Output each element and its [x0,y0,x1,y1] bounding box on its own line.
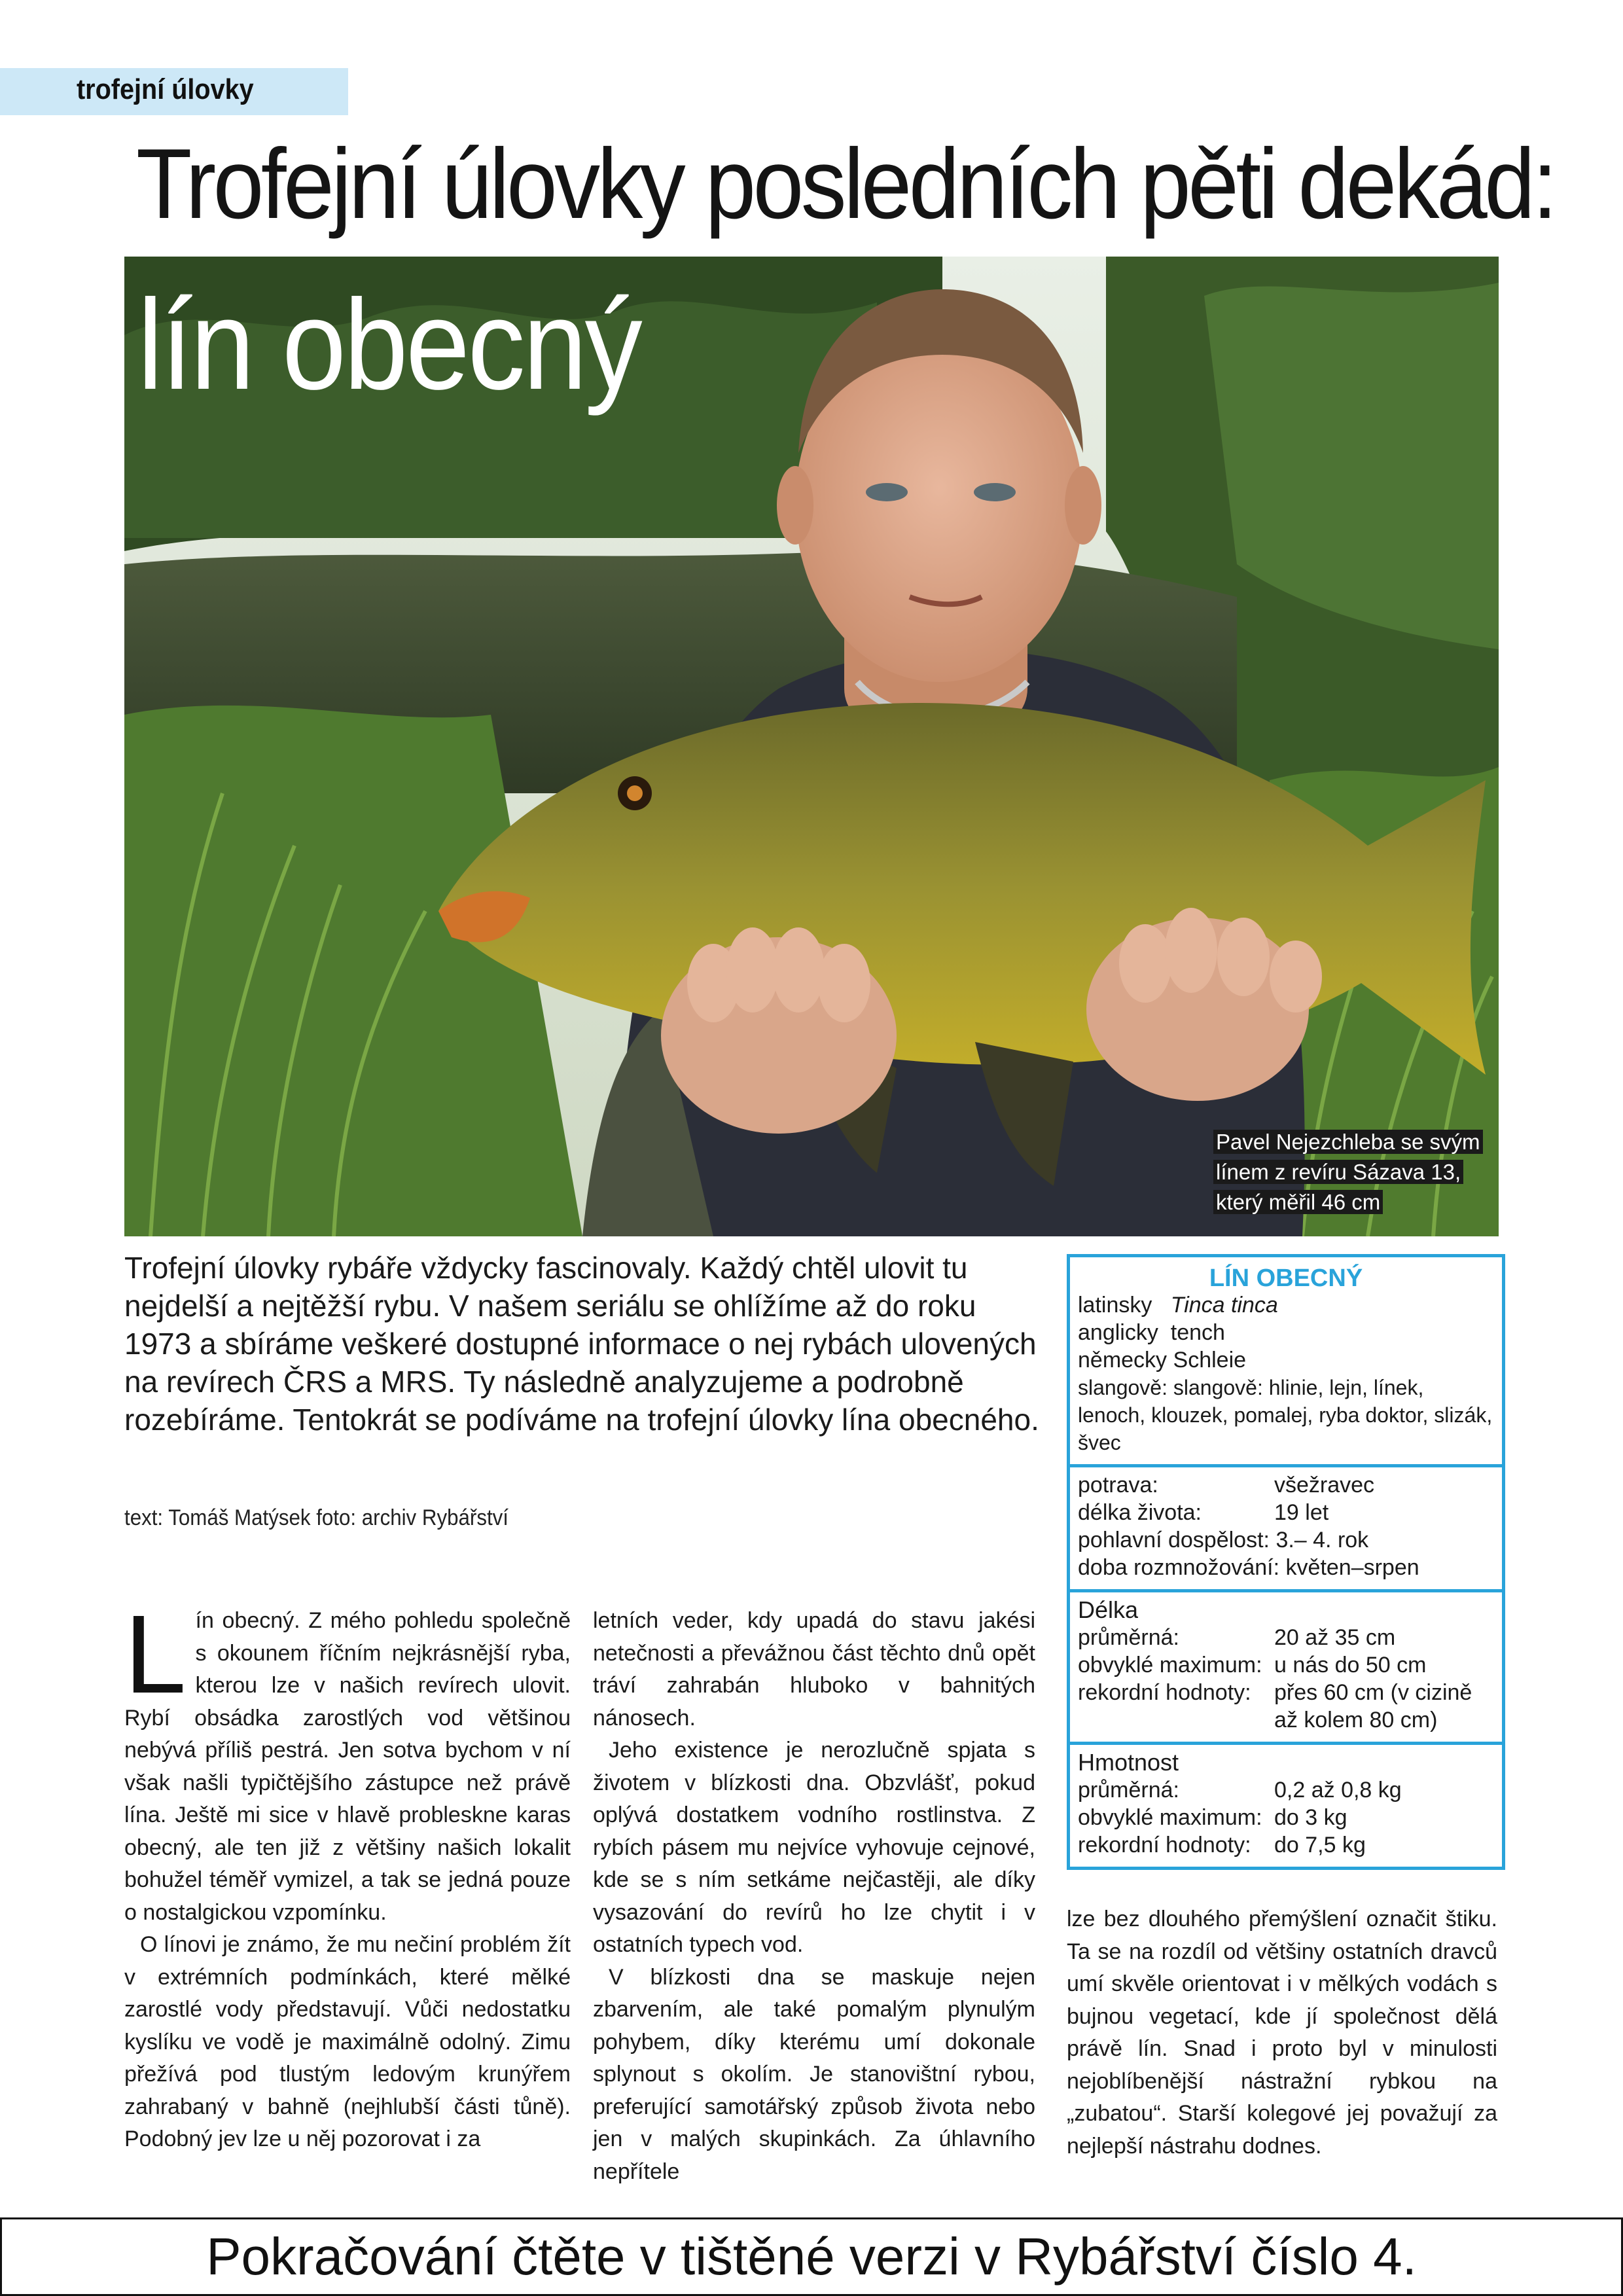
weight-value: do 3 kg [1274,1805,1347,1830]
bio-value: 19 let [1274,1500,1329,1525]
drop-cap: L [124,1592,187,1717]
infobox-weight [1070,1742,1502,1867]
length-label: rekordní hodnoty: [1078,1680,1251,1705]
length-heading: Délka [1078,1596,1139,1623]
article-column-1 [124,1592,571,2156]
weight-label: rekordní hodnoty: [1078,1833,1251,1857]
photo-caption [1213,1127,1488,1217]
caption-line: línem z revíru Sázava 13, [1213,1160,1463,1184]
infobox-biology [1070,1464,1502,1589]
latin-name: Tinca tinca [1170,1293,1278,1318]
article-paragraph: O línovi je známo, že mu nečiní problém žít v extrémních podmínkách, které mělké zarostlé vody představují. Vůči nedostatku kyslíku ve vodě je maximálně odolný. Zimu přežívá pod tlustým ledovým krunýřem zahrabaný v bahně (nejhlubší části tůně). Podobný jev lze u něj pozorovat i za [124,1932,571,2151]
lead-paragraph: Trofejní úlovky rybáře vždycky fascinovaly. Každý chtěl ulovit tu nejdelší a nejtěžší rybu. V našem seriálu se ohlížíme až do roku 1973 a sbíráme veškeré dostupné informace o nej rybách ulovených na revírech ČRS a MRS. Ty následně analyzujeme a podrobně rozebíráme. Tentokrát se podíváme na trofejní úlovky lína obecného. [124,1251,1039,1437]
length-value: přes 60 cm (v cizině až kolem 80 cm) [1274,1680,1472,1732]
paragraph-text: ín obecný. Z mého pohledu společně s okounem říčním nejkrásnější ryba, kterou lze v našich revírech ulovit. Rybí obsádka zarostlých vod většinou nebývá příliš pestrá. Jen sotva bychom v ní však našli typičtějšího zástupce než právě lína. Ještě mi sice v hlavě probleskne karas obecný, ale ten již z většiny našich lokalit bohužel téměř vymizel, a tak se jedná pouze o nostalgickou vzpomínku. [124,1608,571,1925]
latin-label: latinsky [1078,1293,1152,1318]
caption-line: který měřil 46 cm [1213,1190,1383,1214]
length-label: obvyklé maximum: [1078,1653,1262,1677]
headline: Trofejní úlovky posledních pěti dekád: [136,128,1555,240]
bio-value: 3.– 4. rok [1275,1528,1369,1552]
german-name: Schleie [1173,1348,1247,1372]
continuation-banner [0,2217,1623,2296]
article-column-2 [593,1605,1035,2188]
bio-label: délka života: [1078,1500,1202,1525]
article-paragraph: Jeho existence je nerozlučně spjata s životem v blízkosti dna. Obzvlášť, pokud oplývá dostatkem vodního rostlinstva. Z rybích pásem mu nejvíce vyhovuje cejnové, kde se s ním setkáme nejčastěji, ale díky vysazování do revírů ho lze chytit i v ostatních typech vod. [593,1738,1035,1957]
length-value: 20 až 35 cm [1274,1625,1396,1650]
length-label: průměrná: [1078,1625,1179,1650]
photo-title: lín obecný [137,273,641,416]
infobox-length [1070,1589,1502,1742]
continuation-text: Pokračování čtěte v tištěné verzi v Rybářství číslo 4. [206,2227,1417,2286]
bio-label: potrava: [1078,1473,1158,1498]
bio-label: pohlavní dospělost: [1078,1528,1270,1552]
article-paragraph: letních veder, kdy upadá do stavu jakési netečnosti a převážnou část těchto dnů opět tráví zahrabán hluboko v bahnitých nánosech. [593,1608,1035,1731]
weight-label: průměrná: [1078,1778,1179,1803]
species-infobox [1067,1254,1505,1870]
weight-heading: Hmotnost [1078,1749,1179,1776]
german-label: německy [1078,1348,1168,1372]
article-paragraph: lze bez dlouhého přemýšlení označit štiku. Ta se na rozdíl od většiny ostatních dravců umí skvěle orientovat i v mělkých vodách s bujnou vegetací, kde jí společnost dělá právě lín. Snad i proto byl v minulosti nejoblíbenější nástražní rybkou na „zubatou“. Starší kolegové jej považují za nejlepší nástrahu dodnes. [1067,1907,1497,2159]
author-credit: text: Tomáš Matýsek foto: archiv Rybářství [124,1505,508,1530]
weight-label: obvyklé maximum: [1078,1805,1262,1830]
slang-value: slangově: hlinie, lejn, línek, lenoch, klouzek, pomalej, ryba doktor, slizák, švec [1078,1376,1493,1454]
infobox-names [1070,1291,1502,1464]
article-paragraph [124,1592,571,1929]
slang-label: slangově: [1078,1376,1168,1399]
article-photo [124,257,1499,1236]
english-name: tench [1170,1320,1225,1345]
caption-line: Pavel Nejezchleba se svým [1213,1130,1483,1154]
slang-names [1078,1374,1495,1456]
bio-value: všežravec [1274,1473,1375,1498]
article-paragraph: V blízkosti dna se maskuje nejen zbarvením, ale také pomalým plynulým pohybem, díky kterému umí dokonale splynout s okolím. Je stanovištní rybou, preferující samotářský způsob života nebo jen v malých skupinkách. Za úhlavního nepřítele [593,1964,1035,2184]
english-label: anglicky [1078,1320,1158,1345]
length-value: u nás do 50 cm [1274,1653,1427,1677]
article-column-3 [1067,1903,1497,2162]
section-tag [0,68,348,115]
infobox-title: LÍN OBECNÝ [1209,1265,1363,1292]
section-tag-label: trofejní úlovky [77,73,254,105]
bio-value: květen–srpen [1285,1555,1419,1580]
weight-value: 0,2 až 0,8 kg [1274,1778,1402,1803]
bio-label: doba rozmnožování: [1078,1555,1280,1580]
weight-value: do 7,5 kg [1274,1833,1366,1857]
